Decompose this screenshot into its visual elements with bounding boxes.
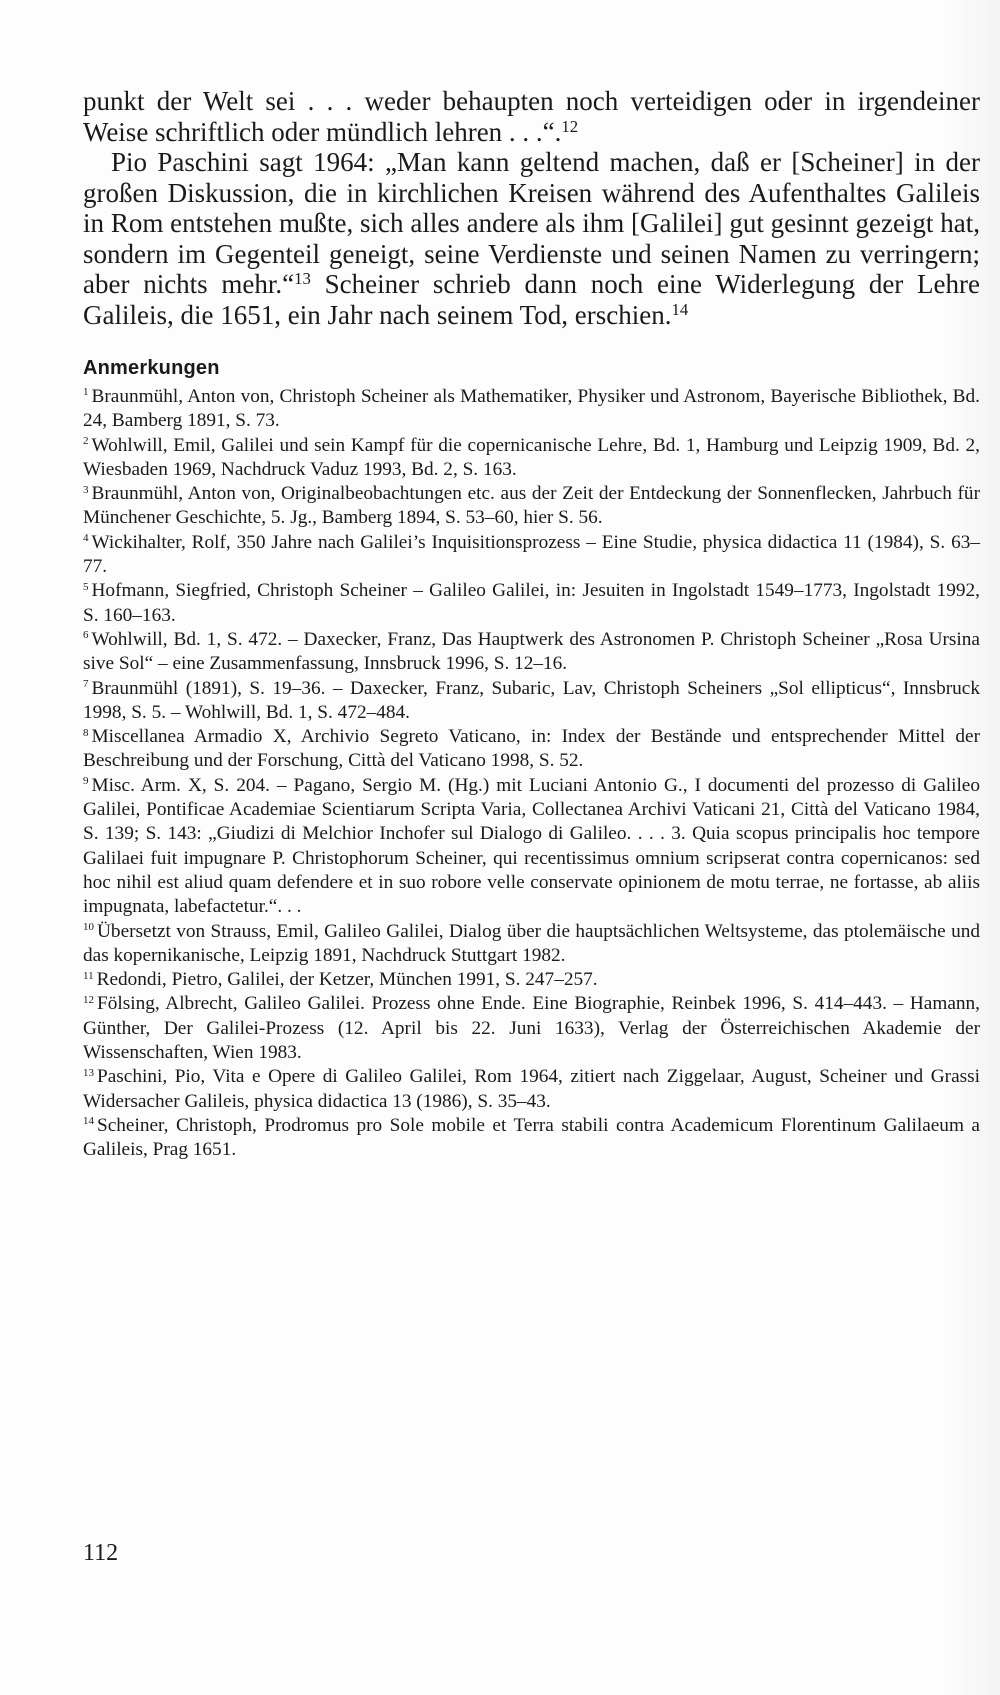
note-text: Misc. Arm. X, S. 204. – Pagano, Sergio M. (Hg.) mit Luciani Antonio G., I documenti del prozesso di Galileo Galilei, Pontificae Academiae Scientiarum Scripta Varia, Collectanea Archivi Vaticani 21, Città del Vaticano 1984, S. 139; S. 143: „Giudizi di Melchior Inchofer sul Dialogo di Galileo. . . . 3. Quia scopus principalis hoc tempore Galilaei fuit impugnare P. Christophorum Scheiner, qui recentissimus omnium scripserat contra copernicanos: sed hoc nihil est aliud quam defendere et in suo robore velle conservate opinionem de motu terrae, ne fortasse, ab aliis impugnata, labefactetur.“. . . bbox=[83, 774, 980, 918]
note-item bbox=[83, 579, 980, 628]
note-item bbox=[83, 920, 980, 969]
note-number: 10 bbox=[83, 920, 94, 933]
paragraph-1 bbox=[83, 86, 980, 147]
note-text: Braunmühl, Anton von, Christoph Scheiner als Mathematiker, Physiker und Astronom, Bayerische Bibliothek, Bd. 24, Bamberg 1891, S. 73. bbox=[83, 386, 980, 432]
note-text: Braunmühl (1891), S. 19–36. – Daxecker, Franz, Subaric, Lav, Christoph Scheiners „Sol ellipticus“, Innsbruck 1998, S. 5. – Wohlwill, Bd. 1, S. 472–484. bbox=[83, 677, 980, 723]
note-item bbox=[83, 482, 980, 531]
page-number: 112 bbox=[83, 1540, 119, 1566]
note-number: 1 bbox=[83, 386, 89, 399]
note-number: 7 bbox=[83, 677, 89, 690]
paragraph-1-text: punkt der Welt sei . . . weder behaupten noch verteidigen oder in irgendeiner Weise schriftlich oder mündlich lehren . . .“. bbox=[83, 86, 980, 147]
note-item bbox=[83, 1065, 980, 1114]
note-number: 8 bbox=[83, 726, 89, 739]
note-text: Wohlwill, Emil, Galilei und sein Kampf für die copernicanische Lehre, Bd. 1, Hamburg und Leipzig 1909, Bd. 2, Wiesbaden 1969, Nachdruck Vaduz 1993, Bd. 2, S. 163. bbox=[83, 434, 980, 480]
note-text: Miscellanea Armadio X, Archivio Segreto Vaticano, in: Index der Bestände und entsprechender Mittel der Beschreibung und der Forschung, Città del Vaticano 1998, S. 52. bbox=[83, 726, 980, 772]
note-item bbox=[83, 968, 980, 992]
note-item bbox=[83, 628, 980, 677]
paragraph-2 bbox=[83, 147, 980, 330]
note-text: Fölsing, Albrecht, Galileo Galilei. Prozess ohne Ende. Eine Biographie, Reinbek 1996, S. 414–443. – Hamann, Günther, Der Galilei-Prozess (12. April bis 22. Juni 1633), Verlag der Österreichischen Akademie der Wissenschaften, Wien 1983. bbox=[83, 993, 980, 1064]
note-number: 12 bbox=[83, 993, 94, 1006]
note-text: Redondi, Pietro, Galilei, der Ketzer, München 1991, S. 247–257. bbox=[96, 969, 598, 991]
footnote-ref-13: 13 bbox=[294, 268, 311, 288]
footnote-ref-14: 14 bbox=[671, 299, 689, 319]
note-text: Wohlwill, Bd. 1, S. 472. – Daxecker, Franz, Das Hauptwerk des Astronomen P. Christoph Scheiner „Rosa Ursina sive Sol“ – eine Zusammenfassung, Innsbruck 1996, S. 12–16. bbox=[83, 628, 980, 675]
note-number: 3 bbox=[83, 483, 89, 496]
note-item bbox=[83, 677, 980, 726]
note-item bbox=[83, 774, 980, 920]
paragraph-2-text-b: Scheiner schrieb dann noch eine Widerlegung der Lehre Galileis, die 1651, ein Jahr nach seinem Tod, erschien. bbox=[83, 269, 980, 330]
note-text: Paschini, Pio, Vita e Opere di Galileo Galilei, Rom 1964, zitiert nach Ziggelaar, August, Scheiner und Grassi Widersacher Galileis, physica didactica 13 (1986), S. 35–43. bbox=[83, 1066, 980, 1112]
note-number: 4 bbox=[83, 532, 89, 545]
main-text bbox=[83, 86, 980, 330]
note-text: Braunmühl, Anton von, Originalbeobachtungen etc. aus der Zeit der Entdeckung der Sonnenflecken, Jahrbuch für Münchener Geschichte, 5. Jg., Bamberg 1894, S. 53–60, hier S. 56. bbox=[83, 483, 980, 529]
note-number: 2 bbox=[83, 435, 89, 447]
note-number: 9 bbox=[83, 775, 89, 788]
note-number: 5 bbox=[83, 580, 89, 593]
note-number: 11 bbox=[83, 969, 94, 982]
note-text: Hofmann, Siegfried, Christoph Scheiner – Galileo Galilei, in: Jesuiten in Ingolstadt 1549–1773, Ingolstadt 1992, S. 160–163. bbox=[83, 580, 980, 626]
note-text: Übersetzt von Strauss, Emil, Galileo Galilei, Dialog über die hauptsächlichen Weltsysteme, das ptolemäische und das kopernikanische, Leipzig 1891, Nachdruck Stuttgart 1982. bbox=[83, 920, 980, 966]
footnote-ref-12: 12 bbox=[561, 116, 579, 136]
note-number: 13 bbox=[83, 1066, 94, 1079]
note-number: 6 bbox=[83, 629, 89, 642]
note-text: Wickihalter, Rolf, 350 Jahre nach Galilei’s Inquisitionsprozess – Eine Studie, physica didactica 11 (1984), S. 63–77. bbox=[83, 531, 980, 578]
notes-heading: Anmerkungen bbox=[83, 357, 220, 379]
paragraph-2-text-a: Pio Paschini sagt 1964: „Man kann geltend machen, daß er [Scheiner] in der großen Diskussion, die in kirchlichen Kreisen während des Aufenthaltes Galileis in Rom entstehen mußte, sich alles andere als ihm [Galilei] gut gesinnt gezeigt hat, sondern im Gegenteil geneigt, seine Verdienste und seinen Namen zu verringern; aber nichts mehr.“ bbox=[83, 147, 980, 299]
note-item bbox=[83, 434, 980, 483]
note-text: Scheiner, Christoph, Prodromus pro Sole mobile et Terra stabili contra Academicum Florentinum Galilaeum a Galileis, Prag 1651. bbox=[83, 1114, 980, 1161]
notes-list bbox=[83, 385, 980, 1163]
note-item bbox=[83, 992, 980, 1065]
note-number: 14 bbox=[83, 1115, 94, 1128]
note-item bbox=[83, 385, 980, 434]
note-item bbox=[83, 1114, 980, 1163]
note-item bbox=[83, 725, 980, 774]
note-item bbox=[83, 531, 980, 580]
